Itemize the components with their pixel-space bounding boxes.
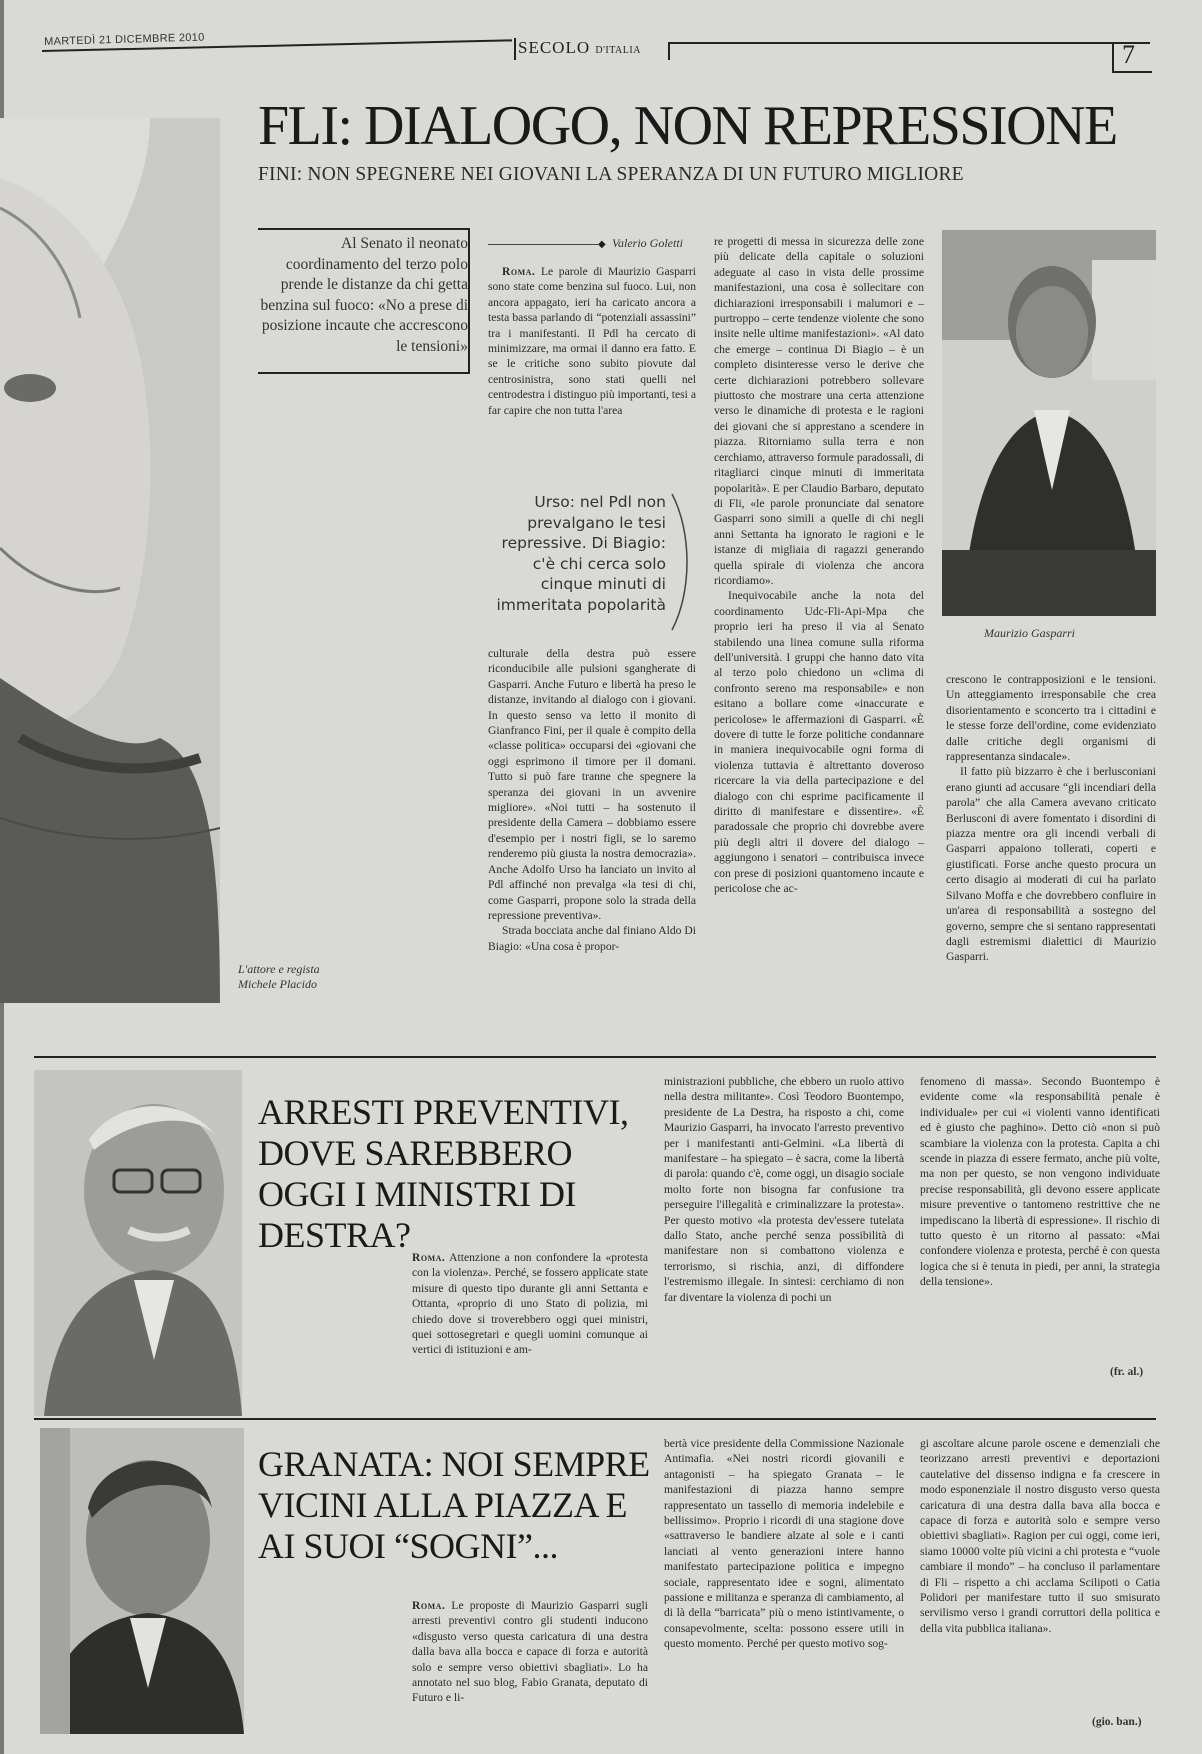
main-col3-text2: Il fatto più bizzarro è che i berlusconiani erano giunti ad accusare “gli incendiari della parola” che alla Camera avevano criticato Berlusconi di avere fomentato i disordini di piazza mentre ora gli incendi verbali di Gasparri appaiono tollerati, coperti e giustificati. Forse anche questo procura un certo disagio ai moderati di cui ha parlato Silvano Moffa e che dovrebbero confluire in un'area di responsabilità a sostegno del governo, sempre che si sentano rappresentati dagli estremismi dialettici di Maurizio Gasparri. [946,765,1156,964]
article2-signature: (fr. al.) [1110,1366,1144,1378]
article2-headline: ARRESTI PREVENTIVI, DOVE SAREBBERO OGGI I MINISTRI DI DESTRA? [258,1092,629,1255]
article3-col3 [920,1436,1160,1636]
main-col1-top [488,264,696,418]
page-number-underline [1112,71,1152,73]
article2-col2-text: ministrazioni pubbliche, che ebbero un ruolo attivo nella destra militante». Così Teodoro Buontempo, presidente de La Destra, ha risposto a chi, come Maurizio Gasparri, ha invocato l'arresto preventivo per i manifestanti anti-Gelmini. «La libertà di manifestare – ha spiegato – è sacra, come la libertà di parola: quando c'è, come oggi, un disagio sociale molto forte non bisogna far confusione tra perseguire l'illegalità e criminalizzare la protesta». Per questo motivo «la protesta dev'essere tutelata dallo Stato, anche perché senza possibilità di manifestare non si combattono violenza e terrorismo, si rischia, anzi, di diffondere l'estremismo illegale. In sintesi: cerchiamo di non far diventare la violenza di pochi un [664,1075,904,1304]
standfirst-rule-bottom [258,372,469,374]
article3-col3-text: gi ascoltare alcune parole oscene e demenziali che teorizzano arresti preventivi e deportazioni cautelative del dissenso indigna e fa crescere in modo esponenziale il nostro disgusto verso questa caricatura di una destra dalla bava alla bocca e capace di forza e autorità solo e sempre verso obiettivi sbagliati». Ragion per cui oggi, come ieri, siamo 10000 volte più vicini a chi protesta e “vuole cambiare il mondo” – ha concluso il parlamentare di Fli – rispetto a chi acclama Scilipoti o Catia Polidori per manifestare tutto il suo smisurato servilismo verso i grandi corruttori della politica e della vita pubblica italiana». [920,1437,1160,1635]
article3-col2 [664,1436,904,1652]
divider-2 [34,1418,1156,1420]
main-col3 [946,672,1156,965]
masthead-name: SECOLO [518,38,591,57]
article3-col1 [412,1598,648,1706]
main-col2-text: re progetti di messa in sicurezza delle zone più delicate della capitale o soluzioni adeguate al caso in vista delle prossime manifestazioni, una cosa è sollecitare con dichiarazioni irresponsabili i malumori e – purtroppo – certe tendenze violente che sono insite nelle ultime manifestazioni». «Al dato che emerge – continua Di Biagio – è un completo disinteresse verso le derive che certe dichiarazioni potrebbero sollevare piuttosto che mostrare una certa attenzione verso le dinamiche di protesta e le ragioni dei giovani che si apprestano a scendere in piazza. Ritorniamo sulla terra e non cerchiamo, attraverso formule paradossali, di ritagliarci cinque minuti di immeritata popolarità». E per Claudio Barbaro, deputato di Fli, «le parole pronunciate dal senatore Gasparri sono simili a quelle di chi negli anni Settanta ha ignorato le ragioni e le istanze di migliaia di ragazzi generando quella spirale di violenza che ancora ricordiamo». [714,235,924,587]
main-col1b-text2: Strada bocciata anche dal finiano Aldo Di Biagio: «Una cosa è propor- [488,924,696,953]
photo-granata [40,1428,244,1734]
article2-col1 [412,1250,648,1358]
main-col1-bottom [488,646,696,954]
article3-col2-text: bertà vice presidente della Commissione Nazionale Antimafia. «Nei nostri ricordi giovanili e antagonisti – ha spiegato Granata – le manifestazioni di piazza hanno sempre rappresentato un tassello di memoria indelebile e bellissimo». Proprio i ricordi di una stagione dove «sattraverso le bandiere alzate al sole e i canti lanciati al vento generazioni intere hanno manifestato partecipazione politica e impegno sociale, rappresentato idee e sogni, alimentato passione e militanza e speranza di cambiamento, al di là della “barricata” più o meno istintivamente, o consapevolmente, scelta: possono essere utili in questo momento. Perché per questo motivo sog- [664,1437,904,1651]
main-subheadline: FINI: NON SPEGNERE NEI GIOVANI LA SPERANZA DI UN FUTURO MIGLIORE [258,164,964,185]
caption-placido: L'attore e regista Michele Placido [238,962,320,991]
header-rule-right [670,42,1150,44]
article3-col1-text: Le proposte di Maurizio Gasparri sugli arresti preventivi contro gli studenti inducono «disgusto verso questa caricatura di una destra dalla bava alla bocca e capace di forza e autorità solo e sempre verso obiettivi sbagliati». Lo ha annotato nel suo blog, Fabio Granata, deputato di Futuro e li- [412,1599,648,1705]
masthead-bar-right [668,42,670,60]
main-headline: FLI: DIALOGO, NON REPRESSIONE [258,95,1117,157]
main-dateline: Roma. [502,265,536,278]
byline-rule [488,244,598,245]
main-col3-text: crescono le contrapposizioni e le tensioni. Un atteggiamento irresponsabile che crea disorientamento e sconcerto tra i cittadini e le stesse forze dell'ordine, come evidenziato dalle critiche degli organismi di rappresentanza sindacale». [946,673,1156,764]
article2-col1-text: Attenzione a non confondere la «protesta con la violenza». Perché, se fossero applicate state misure di questo tipo durante gli anni Settanta e Ottanta, «proprio di uno Stato di polizia, mi chiedo dove si troverebbero oggi quei ministri, quei sottosegretari e quegli uomini comunque ai vertici di istituzioni e am- [412,1251,648,1357]
pullquote-bracket-icon [668,492,694,632]
masthead [518,38,641,58]
standfirst-rule-side [468,228,470,374]
divider-1 [34,1056,1156,1058]
main-col2 [714,234,924,896]
header-date: MARTEDÌ 21 DICEMBRE 2010 [44,31,205,48]
gasparri-portrait-illustration [942,230,1156,616]
byline: Valerio Goletti [612,236,683,250]
article2-dateline: Roma. [412,1251,446,1264]
article3-dateline: Roma. [412,1599,446,1612]
masthead-bar-left [514,38,516,60]
main-col2-text2: Inequivocabile anche la nota del coordinamento Udc-Fli-Api-Mpa che proprio ieri ha preso il via al Senato stabilendo una linea comune sulla riforma dell'università. I gruppi che hanno dato vita al terzo polo chiedono un «clima di confronto sereno ma responsabile» e non esitano a bollare come «inaccurate e pericolose» le affermazioni di Gasparri. «È dovere di tutte le forze politiche condannare in maniera inequivocabile ogni forma di violenza tuttavia è altrettanto doveroso ricercare la via della partecipazione e del dialogo con chi esprime pacificamente il diritto di manifestare e dissentire». «È paradossale che proprio chi dovrebbe avere più degli altri il dovere del dialogo – aggiungono i senatori – contribuisca invece con prese di posizioni quantomeno incaute e pericolose che ac- [714,589,924,896]
main-col1b-text: culturale della destra può essere riconducibile alle pulsioni sgangherate di Gasparri. Anche Futuro e libertà ha preso le distanze, invitando al dialogo con i giovani. In questo senso va letto il monito di Gianfranco Fini, per il quale è compito della «classe politica» occuparsi dei «giovani che oggi esprimono il timore per il domani. Tutto si può fare tranne che spegnere la speranza dei giovani in un avvenire migliore». «Noi tutti – ha sostenuto il presidente della Camera – dobbiamo essere d'esempio per i nostri figli, se lo saremo renderemo più giusta la nostra democrazia». Anche Adolfo Urso ha lanciato un invito al Pdl affinché non prevalga «la tesi di chi, come Gasparri, propone solo la strada della repressione preventiva». [488,647,696,922]
placido-portrait-illustration [0,118,220,1003]
photo-gasparri [942,230,1156,616]
article2-col3 [920,1074,1160,1290]
main-pullquote: Urso: nel Pdl non prevalgano le tesi repressive. Di Biagio: c'è chi cerca solo cinque minuti di immeritata popolarità [496,493,666,614]
page-number: 7 [1122,40,1135,69]
photo-buontempo [34,1070,242,1416]
article3-headline: GRANATA: NOI SEMPRE VICINI ALLA PIAZZA E AI SUOI “SOGNI”... [258,1444,650,1566]
masthead-suffix: D'ITALIA [595,45,641,56]
standfirst-rule-top [258,228,469,230]
granata-portrait-illustration [40,1428,244,1734]
byline-diamond-icon: ◆ [598,239,606,250]
main-col1-text: Le parole di Maurizio Gasparri sono state come benzina sul fuoco. Lui, non ancora appagato, ieri ha caricato ancora a testa bassa parlando di “potenziali assassini” tra i manifestanti. Il Pdl ha cercato di minimizzare, ma ormai il danno era fatto. E se le critiche sono subito piovute dal centrosinistra, sono stati quelli nel centrodestra i distinguo più importanti, tesi a far capire che non tutta l'area [488,265,696,417]
standfirst: Al Senato il neonato coordinamento del terzo polo prende le distanze da chi getta benzina sul fuoco: «No a prese di posizione incaute che accrescono le tensioni» [260,235,468,355]
article2-col2 [664,1074,904,1305]
buontempo-portrait-illustration [34,1070,242,1416]
caption-gasparri: Maurizio Gasparri [984,626,1076,640]
article2-col3-text: fenomeno di massa». Secondo Buontempo è evidente come «la responsabilità penale è individuale» per cui «i violenti vanno identificati ed è giusto che paghino». Detto ciò «non si può scambiare la violenza con la protesta. Capita a chi scende in piazza di essere fermato, anche più volte, ma non per questo, se non vengono individuate precise responsabilità, gli devono essere applicate misure preventive o tantomeno restrittive che ne impediscano la libertà di espressione». Il rischio di tutto questo è un ritorno al passato: «Mai confondere violenza e protesta, perché è con questa logica che si è tenuta in piedi, per anni, la strategia della tensione». [920,1075,1160,1289]
article3-signature: (gio. ban.) [1092,1716,1142,1728]
photo-placido [0,118,220,1003]
page-number-bar [1112,42,1114,72]
